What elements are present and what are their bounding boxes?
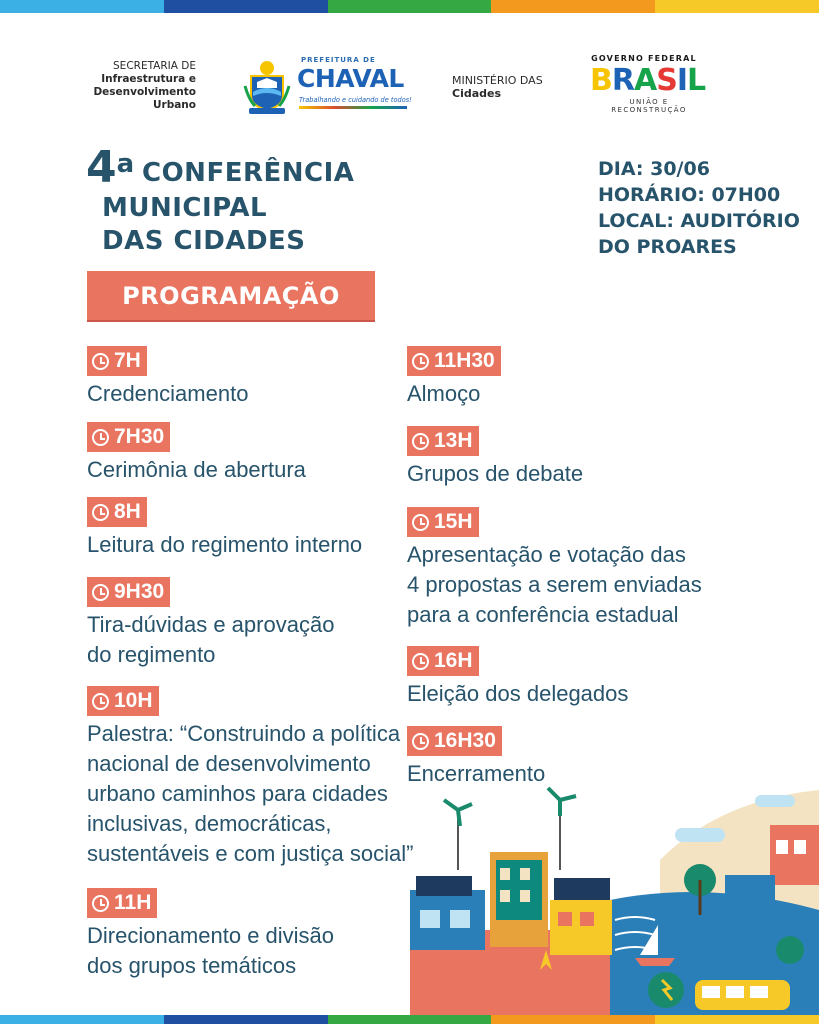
clock-icon	[92, 693, 109, 710]
clock-icon	[92, 584, 109, 601]
schedule-item	[87, 346, 413, 422]
secretaria-line4: Urbano	[153, 99, 196, 111]
secretaria-line2: Infraestrutura e	[101, 73, 196, 85]
schedule-left-column	[87, 346, 413, 981]
top-color-stripe	[0, 0, 819, 13]
time-badge: 16H30	[407, 726, 502, 756]
schedule-item	[87, 422, 413, 497]
schedule-desc: Direcionamento e divisão dos grupos temáticos	[87, 923, 335, 978]
time-badge: 10H	[87, 686, 159, 716]
clock-icon	[412, 653, 429, 670]
event-time: HORÁRIO: 07H00	[598, 184, 781, 206]
clock-icon	[412, 733, 429, 750]
clock-icon	[412, 353, 429, 370]
time-badge: 7H	[87, 346, 147, 376]
programacao-banner: PROGRAMAÇÃO	[87, 271, 375, 320]
time-badge: 7H30	[87, 422, 170, 452]
chaval-prefix: PREFEITURA DE	[301, 56, 376, 64]
title-line3: DAS CIDADES	[102, 226, 306, 256]
governo-top: GOVERNO FEDERAL	[591, 54, 697, 63]
schedule-item	[407, 346, 702, 426]
governo-bottom: UNIÃO E RECONSTRUÇÃO	[611, 98, 687, 114]
event-location-2: DO PROARES	[598, 236, 737, 258]
time-badge: 11H30	[407, 346, 501, 376]
schedule-item	[87, 577, 413, 686]
event-date: DIA: 30/06	[598, 158, 710, 180]
schedule-desc: Tira-dúvidas e aprovação do regimento	[87, 612, 335, 667]
schedule-item	[87, 497, 413, 577]
schedule-desc: Leitura do regimento interno	[87, 532, 363, 557]
schedule-desc: Apresentação e votação das 4 propostas a serem enviadas para a conferência estadual	[407, 542, 702, 627]
schedule-desc: Almoço	[407, 381, 481, 406]
ministerio-logo: MINISTÉRIO DAS Cidades	[452, 74, 543, 100]
schedule-desc: Eleição dos delegados	[407, 681, 629, 706]
clock-icon	[412, 433, 429, 450]
chaval-name: CHAVAL	[297, 64, 404, 93]
clock-icon	[92, 895, 109, 912]
time-badge: 8H	[87, 497, 147, 527]
schedule-right-column	[407, 346, 702, 789]
clock-icon	[92, 504, 109, 521]
chaval-logo	[243, 56, 412, 118]
title-line2: MUNICIPAL	[102, 193, 268, 223]
header-logos	[0, 52, 819, 122]
time-badge: 9H30	[87, 577, 170, 607]
schedule-desc: Credenciamento	[87, 381, 249, 406]
time-badge: 15H	[407, 507, 479, 537]
schedule-desc: Palestra: “Construindo a política nacional de desenvolvimento urbano caminhos para cidades inclusivas, democráticas, sustentáveis e com justiça social”	[87, 721, 414, 866]
event-location-1: LOCAL: AUDITÓRIO	[598, 210, 800, 232]
secretaria-line3: Desenvolvimento	[93, 86, 196, 98]
schedule-item	[87, 888, 413, 981]
ministerio-line2: Cidades	[452, 87, 502, 100]
conference-number: 4$^a$	[86, 142, 135, 193]
brasil-wordmark: B R A S I L	[590, 63, 706, 98]
bottom-color-stripe	[0, 1015, 819, 1024]
schedule-item	[407, 507, 702, 646]
governo-federal-logo	[590, 54, 720, 116]
schedule-desc: Grupos de debate	[407, 461, 584, 486]
time-badge: 13H	[407, 426, 479, 456]
schedule-desc: Cerimônia de abertura	[87, 457, 306, 482]
chaval-color-line	[299, 106, 407, 109]
event-info	[598, 156, 800, 260]
time-badge: 16H	[407, 646, 479, 676]
schedule-desc: Encerramento	[407, 761, 546, 786]
clock-icon	[92, 429, 109, 446]
time-badge: 11H	[87, 888, 157, 918]
city-illustration	[410, 780, 819, 1015]
schedule-item	[87, 686, 413, 888]
chaval-slogan: Trabalhando e cuidando de todos!	[299, 96, 412, 104]
ordinal-mark: a	[116, 149, 135, 179]
secretaria-logo: SECRETARIA DE Infraestrutura e Desenvolvimento Urbano	[93, 60, 196, 111]
schedule-item	[407, 426, 702, 507]
title-line1: CONFERÊNCIA	[142, 158, 355, 188]
clock-icon	[412, 514, 429, 531]
chaval-crest-icon	[243, 56, 291, 116]
clock-icon	[92, 353, 109, 370]
schedule-item	[407, 646, 702, 726]
